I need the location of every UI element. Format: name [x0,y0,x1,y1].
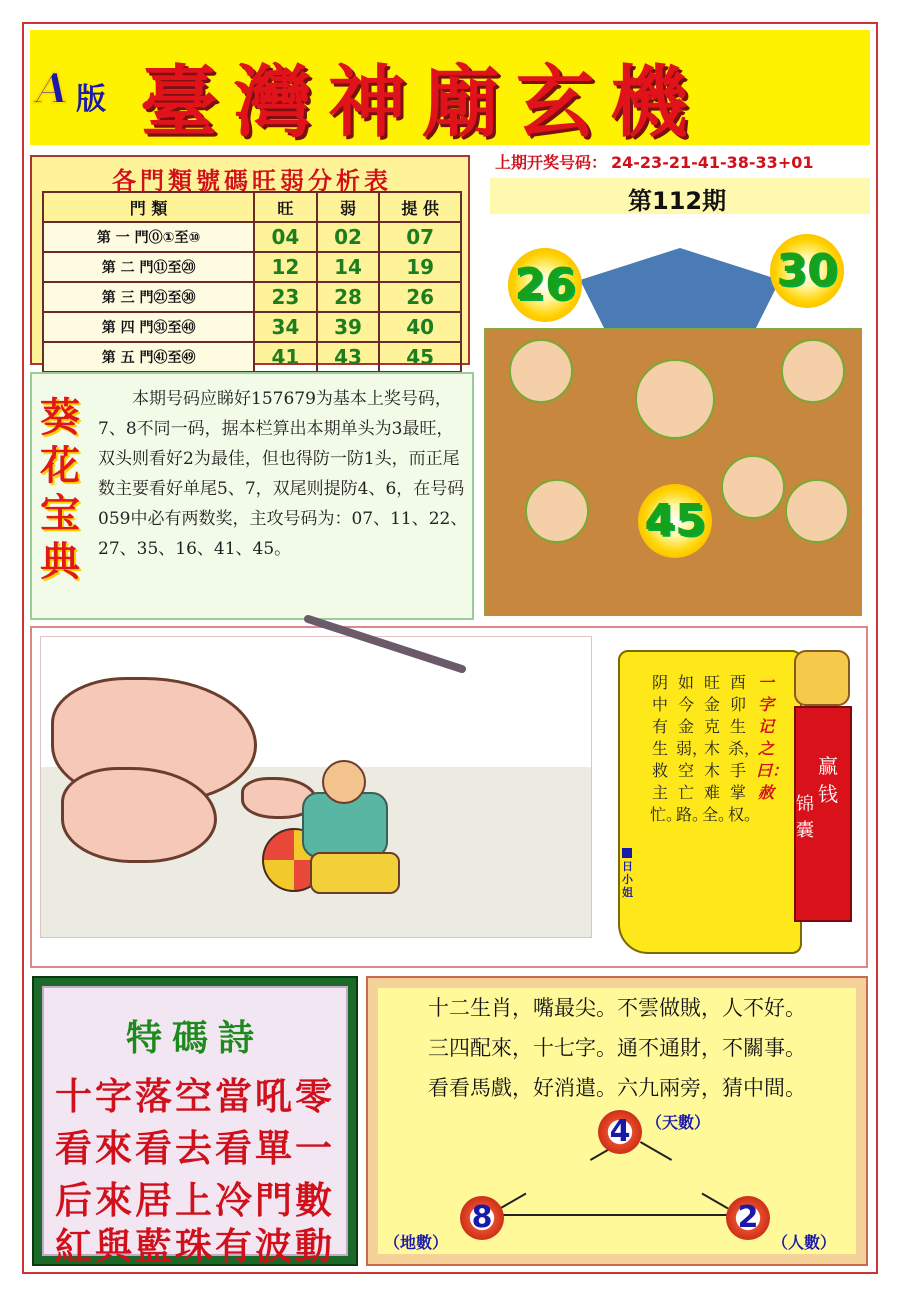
poem-inner [42,986,348,1268]
analysis-side-title: 葵花宝典 [40,394,80,585]
gods-illustration [484,218,864,618]
riddle-line: 十二生肖，嘴最尖。不雲做賊，人不好。 [428,996,806,1020]
table-row [43,222,461,252]
scroll-signature: 日小姐 [622,848,638,899]
poem-line: 紅與藍珠有波動 [55,1224,335,1268]
issue-number: 第112期 [628,187,727,215]
poem-line: 十字落空當吼零 [55,1074,335,1118]
figure-face [781,339,845,403]
weak-cell: 28 [317,282,380,312]
poem-title: 特碼詩 [125,1017,264,1059]
jinnang-title-1: 赢钱 [818,754,838,806]
offer-cell: 19 [379,252,461,282]
analysis-table-panel [30,155,470,369]
poem-line: 看來看去看單一 [55,1126,335,1170]
scroll-column: 旺金克木木难全。 [702,673,735,824]
badge-letter: A [36,64,69,113]
top-number-circle: 4 [598,1110,642,1154]
boy-head-image [322,760,366,804]
temple-roof-image [580,248,780,328]
scroll-text [622,672,789,902]
figure-face [525,479,589,543]
column-header: 門 類 [43,192,254,222]
strong-cell: 12 [254,252,317,282]
figure-face [721,455,785,519]
badge-edition: 版 [76,82,106,117]
right-number-label: （人數） [772,1233,837,1252]
gods-scene-image [484,328,862,616]
table-title: 各門類號碼旺弱分析表 [112,167,392,195]
column-header: 旺 [254,192,317,222]
hand-money-icon [794,650,850,706]
door-cell: 第 一 門⓪①至⑩ [43,222,254,252]
column-header: 提 供 [379,192,461,222]
analysis-table [42,191,462,373]
strong-cell: 23 [254,282,317,312]
left-number-circle: 8 [460,1196,504,1240]
lucky-number-right: 30 [770,234,844,308]
figure-face [509,339,573,403]
door-cell: 第 四 門㉛至㊵ [43,312,254,342]
scroll-heading: 一字记之曰：赦 [756,673,789,802]
table-row [43,282,461,312]
edition-badge [36,60,128,120]
page-title: 臺灣神廟玄機 [140,57,705,148]
door-cell: 第 五 門㊶至㊾ [43,342,254,372]
poem-panel [32,976,358,1266]
offer-cell: 40 [379,312,461,342]
offer-cell: 07 [379,222,461,252]
left-number-label: （地數） [384,1233,449,1252]
strong-cell: 41 [254,342,317,372]
riddle-line: 三四配來，十七字。通不通財，不關事。 [428,1036,806,1060]
boy-pants-image [310,852,400,894]
analysis-panel [30,372,474,620]
weak-cell: 39 [317,312,380,342]
analysis-text: 本期号码应睇好157679为基本上奖号码，7、8不同一码，据本栏算出本期单头为3最旺，双头则看好2为最佳，但也得防一防1头，而正尾数主要看好单尾5、7，双尾则提防4、6，在号码059中必有两数奖，主攻号码为：07、11、22、27、35、16、41、45。 [98,389,468,559]
door-cell: 第 二 門⑪至⑳ [43,252,254,282]
scroll-column: 如今金弱，空亡路。 [676,673,709,824]
offer-cell: 26 [379,282,461,312]
weak-cell: 43 [317,342,380,372]
table-row [43,312,461,342]
table-row [43,252,461,282]
previous-draw-label: 上期开奖号码： [495,153,608,172]
right-number-circle: 2 [726,1196,770,1240]
previous-draw-numbers: 24-23-21-41-38-33+01 [611,153,814,172]
weak-cell: 02 [317,222,380,252]
door-cell: 第 三 門㉑至㉚ [43,282,254,312]
connector-line [500,1214,730,1216]
scroll-column: 阴中有生救主忙。 [650,673,683,824]
table-row [43,342,461,372]
lucky-number-left: 26 [508,248,582,322]
poem-line: 后來居上冷門數 [55,1178,335,1222]
jinnang-title-2: 锦囊 [796,794,814,841]
previous-draw [495,150,813,173]
column-header: 弱 [317,192,380,222]
strong-cell: 34 [254,312,317,342]
figure-face [635,359,715,439]
strong-cell: 04 [254,222,317,252]
scroll-column: 酉卯生杀，手掌权。 [728,673,761,824]
offer-cell: 45 [379,342,461,372]
riddle-line: 看看馬戲，好消遣。六九兩旁，猜中間。 [428,1076,806,1100]
top-number-label: （天數） [646,1113,711,1132]
lucky-number-center: 45 [638,484,712,558]
weak-cell: 14 [317,252,380,282]
figure-face [785,479,849,543]
